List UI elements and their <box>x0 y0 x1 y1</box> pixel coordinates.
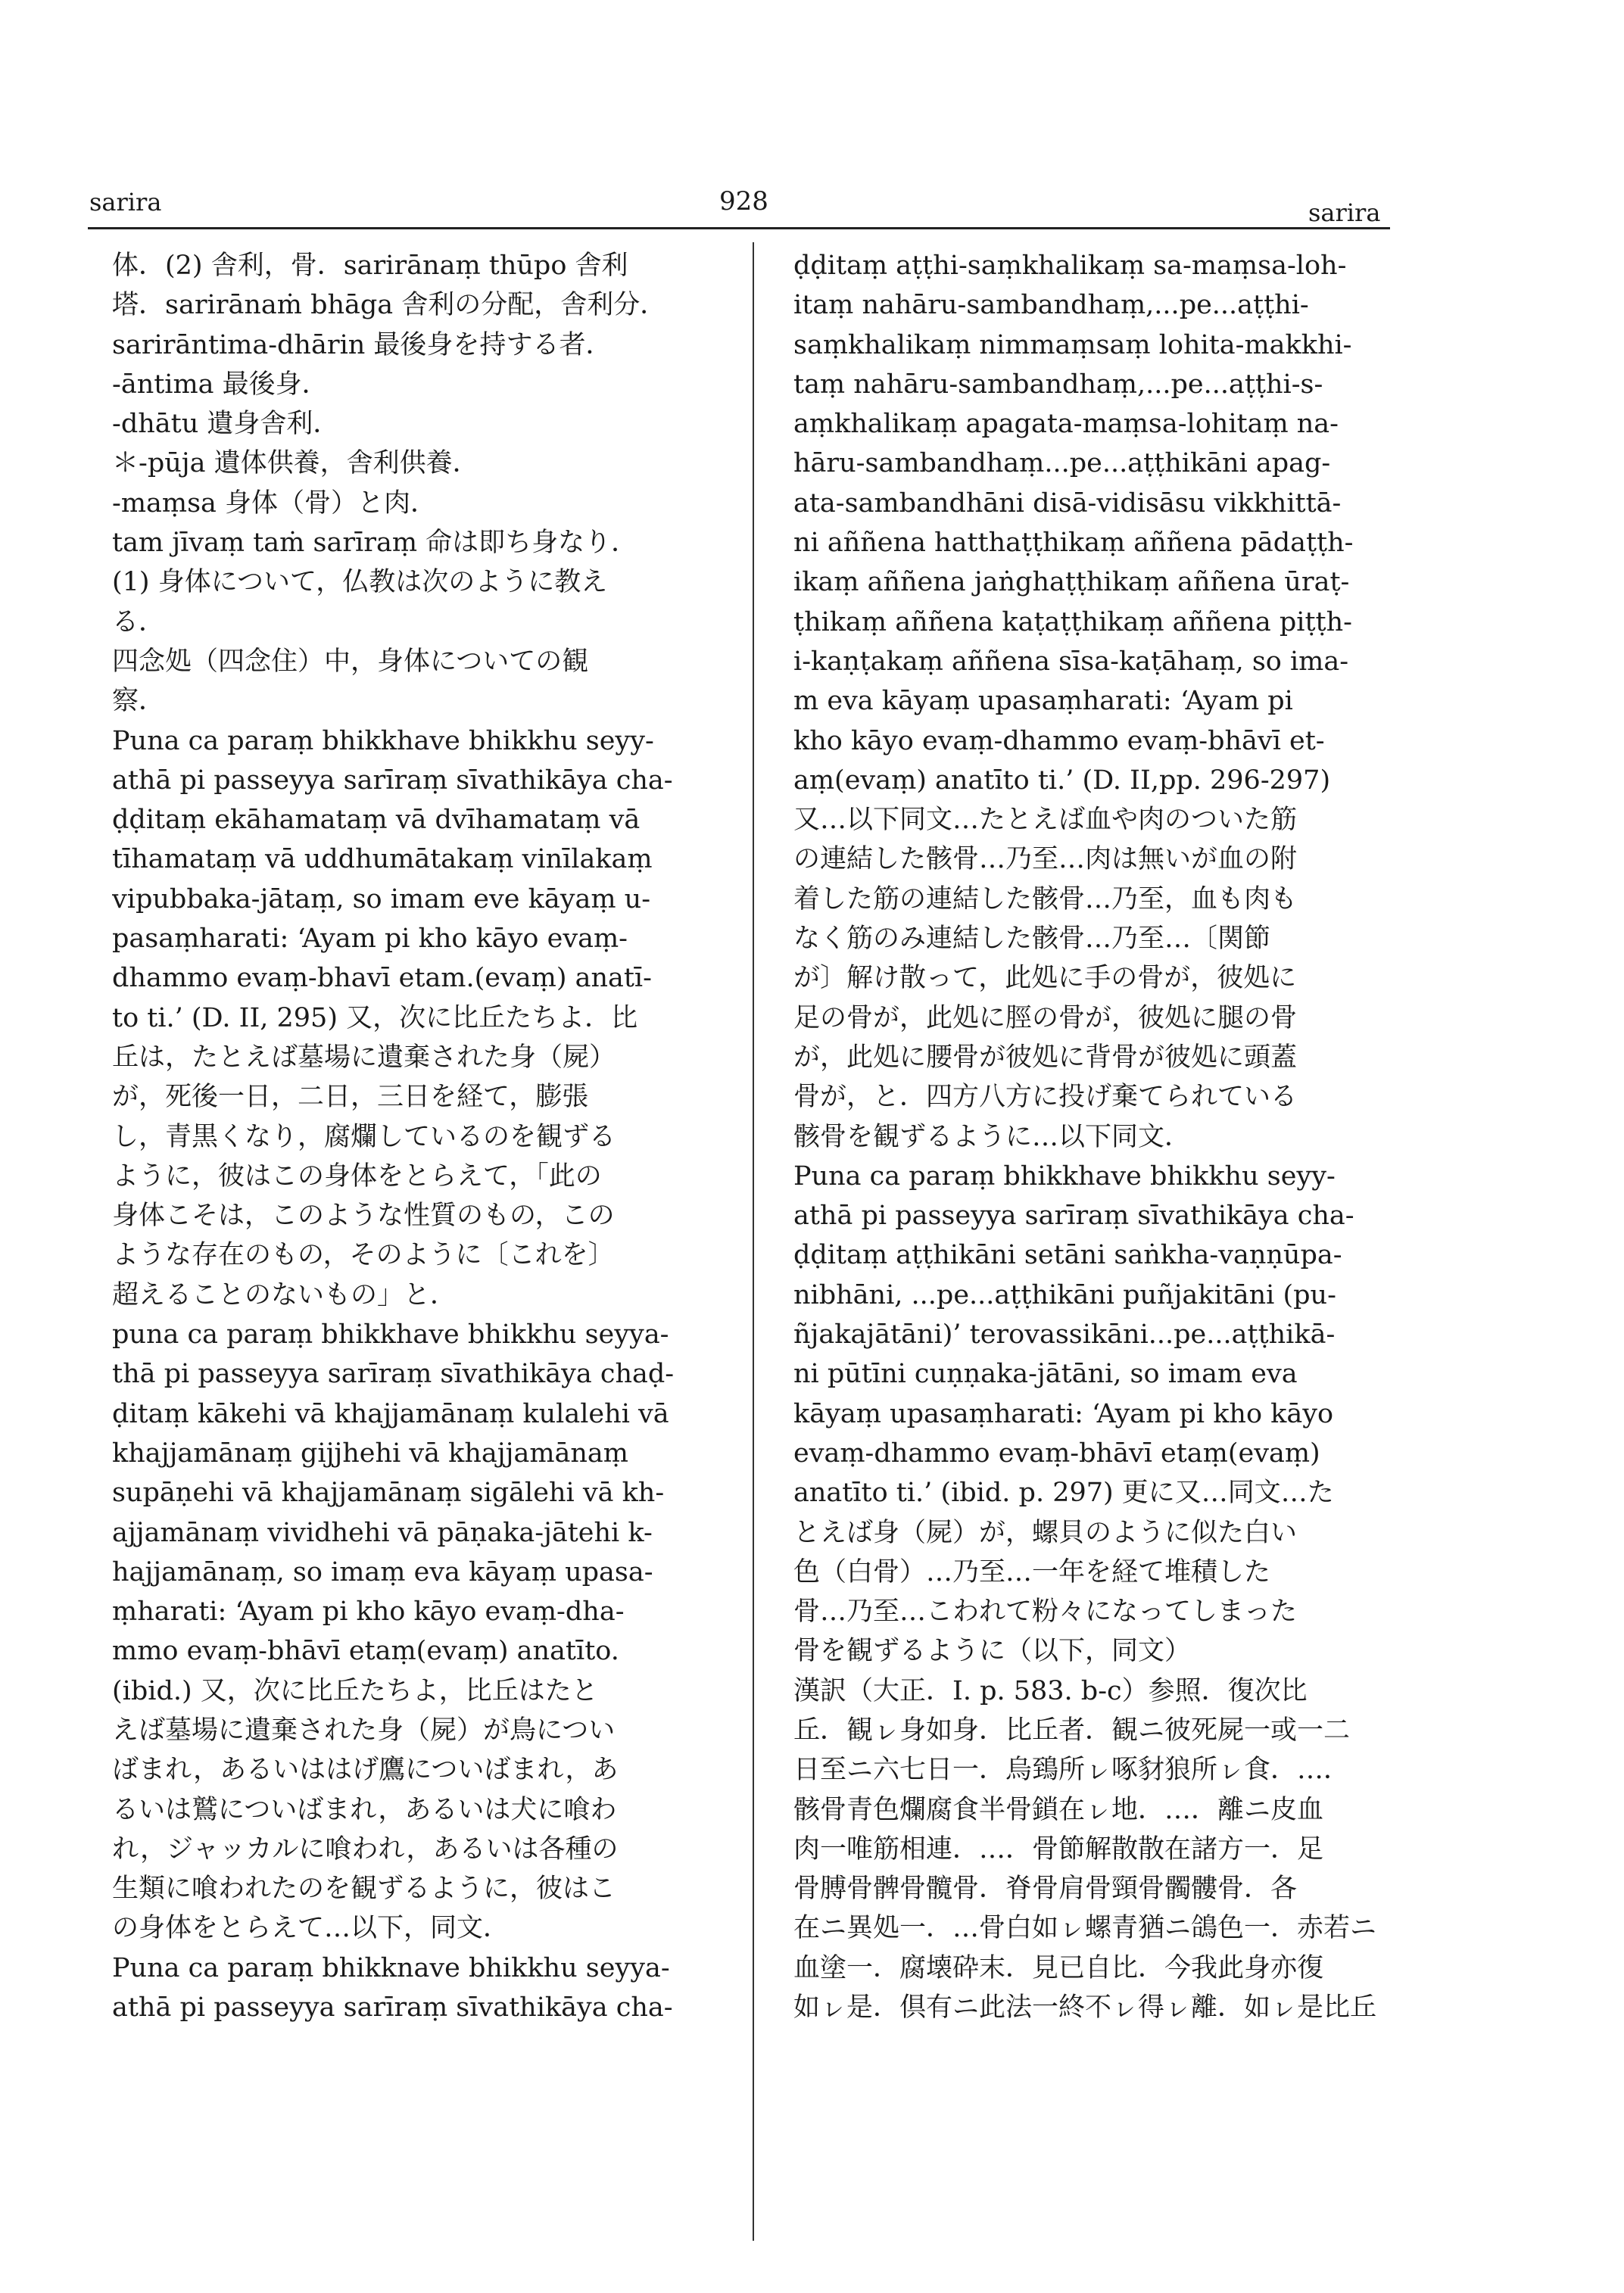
text-line: るいは鷲についばまれ，あるいは犬に喰わ <box>112 1794 617 1825</box>
text-line: ikaṃ aññena jaṅghaṭṭhikaṃ aññena ūraṭ- <box>793 567 1350 598</box>
text-line: が〕解け散って，此処に手の骨が，彼処に <box>793 963 1297 994</box>
text-line: pasaṃharati: ‘Ayam pi kho kāyo evaṃ- <box>112 924 628 955</box>
text-line: が，此処に腰骨が彼処に背骨が彼処に頭蓋 <box>793 1042 1298 1073</box>
text-line: 血塗一．腐壊砕末．見已自比．今我此身亦復 <box>793 1952 1324 1983</box>
text-line: ṃharati: ‘Ayam pi kho kāyo evaṃ-dha- <box>112 1597 625 1628</box>
text-line: ni pūtīni cuṇṇaka-jātāni, so imam eva <box>793 1359 1298 1390</box>
header-guide-word-right: sarira <box>1308 198 1381 227</box>
text-line: 足の骨が，此処に脛の骨が，彼処に腿の骨 <box>793 1002 1298 1033</box>
text-line: to ti.’ (D. II, 295) 又，次に比丘たちよ．比 <box>112 1002 638 1033</box>
header-guide-word-left: sarira <box>89 188 162 217</box>
text-line: ajjamānaṃ vividhehi vā pāṇaka-jātehi k- <box>112 1517 653 1548</box>
text-line: athā pi passeyya sarīraṃ sīvathikāya cha- <box>112 765 673 796</box>
text-line: athā pi passeyya sarīraṃ sīvathikāya cha- <box>793 1201 1354 1232</box>
text-line: kho kāyo evaṃ-dhammo evaṃ-bhāvī et- <box>793 725 1325 756</box>
text-line: 骨…乃至…こわれて粉々になってしまった <box>793 1597 1298 1628</box>
text-line: tīhamataṃ vā uddhumātakaṃ vinīlakaṃ <box>112 844 653 875</box>
page-number: 928 <box>719 186 768 217</box>
text-line: (ibid.) 又，次に比丘たちよ，比丘はたと <box>112 1675 598 1706</box>
text-line: -maṃsa 身体（骨）と肉． <box>112 488 438 519</box>
text-line: なく筋のみ連結した骸骨…乃至…〔関節 <box>793 924 1271 955</box>
text-line: えば墓場に遺棄された身（屍）が鳥につい <box>112 1715 616 1746</box>
text-line: ＊-pūja 遺体供養，舎利供養． <box>112 448 479 479</box>
text-line: 察． <box>112 686 166 717</box>
text-line: i-kaṇṭakaṃ aññena sīsa-kaṭāhaṃ, so ima- <box>793 646 1349 677</box>
text-line: 肉一唯筋相連．…．骨節解散散在諸方一．足 <box>793 1833 1324 1865</box>
text-line: Puna ca paraṃ bhikknave bhikkhu seyya- <box>112 1952 670 1983</box>
text-line: とえば身（屍）が，螺貝のように似た白い <box>793 1517 1298 1548</box>
text-line: 体．(2) 舎利，骨．sarirānaṃ thūpo 舎利 <box>112 251 628 281</box>
text-line: 四念処（四念住）中，身体についての観 <box>112 646 589 677</box>
text-line: vipubbaka-jātaṃ, so imam eve kāyaṃ u- <box>112 883 651 914</box>
text-line: 骨が，と．四方八方に投げ棄てられている <box>793 1082 1298 1113</box>
text-line: aṃkhalikaṃ apagata-maṃsa-lohitaṃ na- <box>793 409 1339 440</box>
text-line: 塔．sarirānaṁ bhāga 舎利の分配，舎利分． <box>112 290 667 321</box>
text-line: sarirāntima-dhārin 最後身を持する者． <box>112 329 613 360</box>
text-line: 又…以下同文…たとえば血や肉のついた筋 <box>793 805 1298 836</box>
text-line: ñjakajātāni)’ terovassikāni...pe...aṭṭhikā- <box>793 1319 1336 1351</box>
text-line: 骨膊骨髀骨髖骨．脊骨肩骨頸骨髑髏骨．各 <box>793 1874 1298 1905</box>
text-line: 丘．観ㇾ身如身．比丘者．観ニ彼死屍一或一二 <box>793 1715 1351 1746</box>
text-line: れ，ジャッカルに喰われ，あるいは各種の <box>112 1833 619 1865</box>
text-line: Puna ca paraṃ bhikkhave bhikkhu seyy- <box>793 1161 1336 1192</box>
text-line: supāṇehi vā khajjamānaṃ sigālehi vā kh- <box>112 1478 665 1509</box>
right-column <box>793 246 1376 2027</box>
text-line: hajjamānaṃ, so imaṃ eva kāyaṃ upasa- <box>112 1556 653 1587</box>
text-line: 身体こそは，このような性質のもの，この <box>112 1201 615 1232</box>
text-line: aṃ(evaṃ) anatīto ti.’ (D. II,pp. 296-297) <box>793 765 1331 796</box>
text-line: し，青黒くなり，腐爛しているのを観ずる <box>112 1121 616 1152</box>
text-line: hāru-sambandhaṃ...pe...aṭṭhikāni apag- <box>793 448 1331 479</box>
text-line: nibhāni, ...pe...aṭṭhikāni puñjakitāni (pu- <box>793 1279 1336 1310</box>
text-line: 骸骨を観ずるように…以下同文． <box>793 1121 1192 1152</box>
text-line: が，死後一日，二日，三日を経て，膨張 <box>112 1082 589 1113</box>
text-line: taṃ nahāru-sambandhaṃ,...pe...aṭṭhi-s- <box>793 369 1323 400</box>
text-line: saṃkhalikaṃ nimmaṃsaṃ lohita-makkhi- <box>793 329 1352 360</box>
text-line: ata-sambandhāni disā-vidisāsu vikkhittā- <box>793 488 1342 519</box>
text-line: る． <box>112 606 166 637</box>
text-line: itaṃ nahāru-sambandhaṃ,...pe...aṭṭhi- <box>793 290 1309 321</box>
text-line: 漢訳（大正．I. p. 583. b-c）参照．復次比 <box>793 1675 1308 1706</box>
text-line: ṭhikaṃ aññena kaṭaṭṭhikaṃ aññena piṭṭh- <box>793 606 1352 637</box>
text-line: ような存在のもの，そのように〔これを〕 <box>112 1240 615 1271</box>
text-line: ばまれ，あるいははげ鷹についばまれ，あ <box>112 1755 619 1786</box>
text-line: 生類に喰われたのを観ずるように，彼はこ <box>112 1874 616 1905</box>
text-line: (1) 身体について，仏教は次のように教え <box>112 567 608 598</box>
header-rule <box>88 227 1390 229</box>
text-line: puna ca paraṃ bhikkhave bhikkhu seyya- <box>112 1319 669 1351</box>
text-line: tam jīvaṃ taṁ sarīraṃ 命は即ち身なり． <box>112 528 638 559</box>
text-line: 超えることのないもの」と． <box>112 1279 457 1310</box>
text-line: mmo evaṃ-bhāvī etaṃ(evaṃ) anatīto. <box>112 1636 619 1667</box>
text-line: anatīto ti.’ (ibid. p. 297) 更に又…同文…た <box>793 1478 1334 1509</box>
text-line: 在ニ異処一．…骨白如ㇾ螺青猶ニ鴿色一．赤若ニ <box>793 1913 1376 1944</box>
text-line: の身体をとらえて…以下，同文． <box>112 1913 510 1944</box>
text-line: Puna ca paraṃ bhikkhave bhikkhu seyy- <box>112 725 654 756</box>
text-line: 色（白骨）…乃至…一年を経て堆積した <box>793 1556 1271 1587</box>
text-line: 日至ニ六七日一．烏鵄所ㇾ啄豺狼所ㇾ食．…． <box>793 1755 1351 1786</box>
text-line: kāyaṃ upasaṃharati: ‘Ayam pi kho kāyo <box>793 1398 1334 1429</box>
text-line: khajjamānaṃ gijjhehi vā khajjamānaṃ <box>112 1438 628 1469</box>
text-line: dhammo evaṃ-bhavī etam.(evaṃ) anatī- <box>112 963 652 994</box>
text-line: -dhātu 遺身舎利． <box>112 409 340 440</box>
text-line: ḍḍitaṃ aṭṭhikāni setāni saṅkha-vaṇṇūpa- <box>793 1240 1342 1271</box>
column-divider <box>753 242 754 2241</box>
text-line: m eva kāyaṃ upasaṃharati: ‘Ayam pi <box>793 686 1293 717</box>
text-line: ni aññena hatthaṭṭhikaṃ aññena pādaṭṭh- <box>793 528 1354 559</box>
left-column <box>112 246 710 2027</box>
text-line: の連結した骸骨…乃至…肉は無いが血の附 <box>793 844 1298 875</box>
text-line: 丘は，たとえば墓場に遺棄された身（屍） <box>112 1042 616 1073</box>
text-line: 着した筋の連結した骸骨…乃至，血も肉も <box>793 883 1298 914</box>
text-line: ように，彼はこの身体をとらえて，「此の <box>112 1161 602 1192</box>
text-line: ḍitaṃ kākehi vā khajjamānaṃ kulalehi vā <box>112 1398 669 1429</box>
text-line: evaṃ-dhammo evaṃ-bhāvī etaṃ(evaṃ) <box>793 1438 1320 1469</box>
text-line: 如ㇾ是．倶有ニ此法一終不ㇾ得ㇾ離．如ㇾ是比丘 <box>793 1992 1376 2024</box>
text-line: athā pi passeyya sarīraṃ sīvathikāya cha- <box>112 1992 673 2024</box>
text-line: 骸骨青色爛腐食半骨鎖在ㇾ地．…．離ニ皮血 <box>793 1794 1324 1825</box>
text-line: ḍḍitaṃ ekāhamataṃ vā dvīhamataṃ vā <box>112 805 641 836</box>
text-line: 骨を観ずるように（以下，同文） <box>793 1636 1192 1667</box>
text-line: -āntima 最後身． <box>112 369 329 400</box>
text-line: ḍḍitaṃ aṭṭhi-saṃkhalikaṃ sa-maṃsa-loh- <box>793 251 1347 281</box>
text-line: thā pi passeyya sarīraṃ sīvathikāya chaḍ- <box>112 1359 675 1390</box>
